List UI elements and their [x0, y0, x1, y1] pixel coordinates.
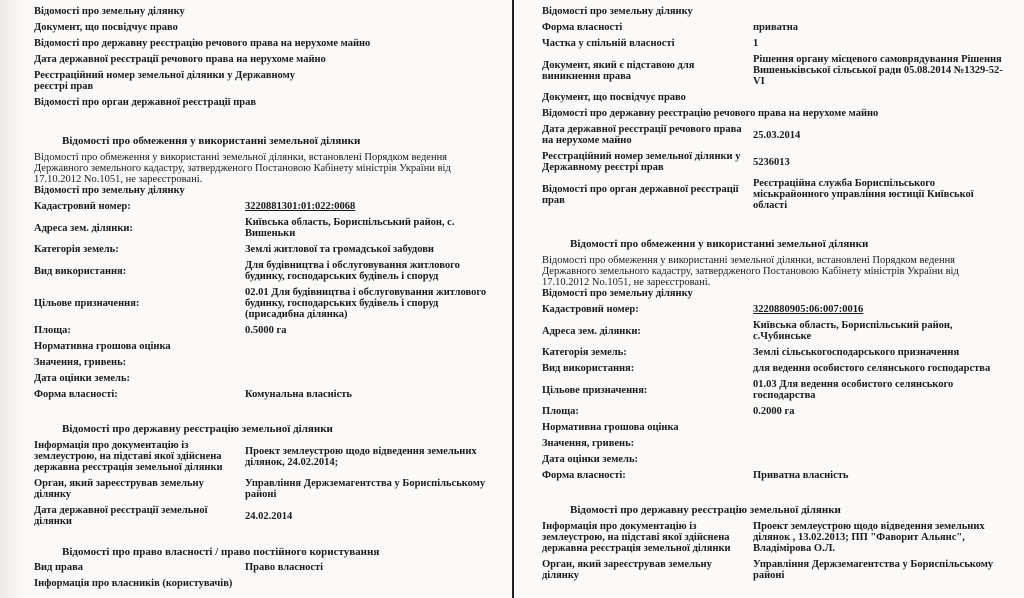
- field-label: Категорія земель:: [34, 244, 119, 255]
- parcel-subheader: Відомості про земельну ділянку: [34, 185, 185, 196]
- row-owners-info: [34, 578, 498, 589]
- field-label: Відомості про земельну ділянку: [34, 6, 185, 17]
- field-label: Відомості про державну реєстрацію речового права на нерухоме майно: [542, 108, 879, 119]
- field-value: для ведення особистого селянського господарства: [753, 363, 991, 374]
- row-designated-purpose: [542, 379, 1008, 401]
- field-label: Форма власності:: [34, 389, 118, 400]
- row-normative-valuation: [542, 422, 1008, 433]
- field-value: Комунальна власність: [245, 389, 352, 400]
- right-page: [512, 0, 1024, 598]
- field-label: Інформація про власників (користувачів): [34, 578, 233, 589]
- field-label: Цільове призначення:: [34, 298, 140, 309]
- parcel-subheader: Відомості про земельну ділянку: [542, 6, 693, 17]
- field-label: Адреса зем. ділянки:: [542, 325, 641, 337]
- section-header-ownership-right: Відомості про право власності / право постійного користування: [62, 546, 380, 558]
- field-value: приватна: [753, 22, 799, 33]
- field-value: 0.5000 га: [245, 325, 287, 336]
- field-label: Значення, гривень:: [542, 438, 635, 449]
- field-value: Землі житлової та громадської забудови: [245, 244, 434, 255]
- cadastral-number-value: 3220881301:01:022:0068: [245, 201, 356, 212]
- field-label: Вид використання:: [542, 363, 635, 374]
- field-label: Дата оцінки земель:: [542, 454, 638, 465]
- cadastral-number-value: 3220880905:06:007:0016: [753, 304, 864, 315]
- field-value: Управління Держземагентства у Бориспільському районі: [753, 559, 994, 581]
- row-parcel-address: [542, 320, 1008, 342]
- field-value: Проект землеустрою щодо відведення земельних ділянок , 13.02.2013; ПП "Фаворит Альянс", Владімірова О.Л.: [753, 521, 985, 554]
- field-label: Інформація про документацію із землеустрою, на підставі якої здійснена державна реєстрація земельної ділянки: [542, 521, 731, 554]
- field-label: Нормативна грошова оцінка: [34, 341, 171, 352]
- row-designated-purpose: [34, 287, 498, 320]
- field-label: Частка у спільній власності: [542, 38, 675, 49]
- row-documentation-info: [34, 440, 498, 473]
- field-value: Київська область, Бориспільський район, с. Вишеньки: [245, 217, 455, 239]
- field-label: Площа:: [34, 325, 71, 336]
- row-valuation-date: [34, 373, 498, 384]
- field-label: Відомості про орган державної реєстрації прав: [542, 183, 739, 206]
- row-state-register-number: [542, 151, 1008, 173]
- row-area: [34, 325, 498, 336]
- row-ownership-form: [542, 470, 1008, 481]
- row-registering-authority: [542, 559, 1008, 581]
- row-parcel-address: [34, 217, 498, 239]
- field-label: Інформація про документацію із землеустрою, на підставі якої здійснена державна реєстрація земельної ділянки: [34, 440, 223, 473]
- field-value: 24.02.2014: [245, 510, 293, 522]
- field-label: Значення, гривень:: [34, 357, 127, 368]
- row-cadastral-number: [542, 304, 1008, 315]
- row-documentation-info: [542, 521, 1008, 554]
- field-value: Управління Держземагентства у Бориспільському районі: [245, 478, 486, 500]
- row-right-type: [34, 562, 498, 573]
- row-right-basis-document: [542, 54, 1008, 87]
- field-label: Кадастровий номер:: [34, 201, 131, 212]
- row-registration-date: [34, 505, 498, 527]
- field-label: Документ, що посвідчує право: [542, 92, 686, 103]
- field-value: Реєстраційна служба Бориспільського міськрайонного управління юстиції Київської області: [753, 178, 974, 211]
- row-common-ownership-share: [542, 38, 1008, 49]
- restrictions-paragraph: Відомості про обмеження у використанні земельної ділянки, встановлені Порядком ведення Державного земельного кадастру, затвердженого Постановою Кабінету міністрів України від 17.10.2012 No.1051, не зареєстровані.: [34, 152, 451, 185]
- row-area: [542, 406, 1008, 417]
- field-label: Нормативна грошова оцінка: [542, 422, 679, 433]
- field-label: Кадастровий номер:: [542, 304, 639, 315]
- row-valuation-amount: [34, 357, 498, 368]
- field-label: Орган, який зареєстрував земельну ділянку: [542, 559, 712, 581]
- field-label: Реєстраційний номер земельної ділянки у Державному реєстрі прав: [34, 70, 295, 92]
- field-label: Форма власності: [542, 22, 623, 33]
- field-label: Дата оцінки земель:: [34, 373, 130, 384]
- row-normative-valuation: [34, 341, 498, 352]
- section-header-state-registration: Відомості про державну реєстрацію земельної ділянки: [62, 423, 333, 435]
- restrictions-paragraph: Відомості про обмеження у використанні земельної ділянки, встановлені Порядком ведення Державного земельного кадастру, затвердженого Постановою Кабінету міністрів України від 17.10.2012 No.1051, не зареєстровані.: [542, 255, 959, 288]
- field-label: Форма власності:: [542, 470, 626, 481]
- field-label: Відомості про державну реєстрацію речового права на нерухоме майно: [34, 38, 371, 49]
- row-use-type: [34, 260, 498, 282]
- field-label: Дата державної реєстрації земельної ділянки: [34, 505, 208, 527]
- row-use-type: [542, 363, 1008, 374]
- row-land-category: [34, 244, 498, 255]
- parcel-subheader: Відомості про земельну ділянку: [542, 288, 693, 299]
- field-label: Вид права: [34, 562, 84, 573]
- field-value: 5236013: [753, 156, 790, 168]
- field-label: Документ, який є підставою для виникнення права: [542, 59, 695, 82]
- field-label: Адреса зем. ділянки:: [34, 222, 133, 234]
- field-label: Дата державної реєстрації речового права на нерухоме майно: [542, 124, 742, 146]
- field-value: Рішення органу місцевого самоврядування Рішення Вишеньківської сільської ради 05.08.2014 №1329-52-VI: [753, 54, 1003, 87]
- field-label: Категорія земель:: [542, 347, 627, 358]
- field-value: Приватна власність: [753, 470, 849, 481]
- field-value: Для будівництва і обслуговування житлового будинку, господарських будівель і споруд: [245, 260, 460, 282]
- field-label: Вид використання:: [34, 265, 127, 277]
- field-label: Орган, який зареєстрував земельну ділянку: [34, 478, 204, 500]
- row-cadastral-number: [34, 201, 498, 212]
- field-value: 25.03.2014: [753, 129, 801, 141]
- field-label: Цільове призначення:: [542, 384, 648, 396]
- row-valuation-date: [542, 454, 1008, 465]
- field-value: 0.2000 га: [753, 406, 795, 417]
- field-value: Право власності: [245, 562, 324, 573]
- field-label: Площа:: [542, 406, 579, 417]
- field-label: Відомості про орган державної реєстрації прав: [34, 97, 257, 108]
- row-registering-authority: [34, 478, 498, 500]
- field-label: Реєстраційний номер земельної ділянки у Державному реєстрі прав: [542, 151, 741, 173]
- field-label: Документ, що посвідчує право: [34, 22, 178, 33]
- row-land-category: [542, 347, 1008, 358]
- section-header-restrictions: Відомості про обмеження у використанні земельної ділянки: [62, 135, 361, 147]
- row-ownership-form-top: [542, 22, 1008, 33]
- field-value: Проект землеустрою щодо відведення земельних ділянок, 24.02.2014;: [245, 445, 477, 468]
- section-header-state-registration: Відомості про державну реєстрацію земельної ділянки: [570, 504, 841, 516]
- field-value: 1: [753, 38, 759, 49]
- section-header-restrictions: Відомості про обмеження у використанні земельної ділянки: [570, 238, 869, 250]
- field-value: 02.01 Для будівництва і обслуговування житлового будинку, господарських будівель і споруд (присадибна ділянка): [245, 287, 487, 320]
- field-label: Дата державної реєстрації речового права на нерухоме майно: [34, 54, 326, 65]
- row-registration-authority-info: [542, 178, 1008, 211]
- row-valuation-amount: [542, 438, 1008, 449]
- field-value: Київська область, Бориспільський район, с.Чубинське: [753, 320, 953, 342]
- row-ownership-form: [34, 389, 498, 400]
- field-value: Землі сільськогосподарського призначення: [753, 347, 960, 358]
- row-property-right-registration-date: [542, 124, 1008, 146]
- field-value: 01.03 Для ведення особистого селянського господарства: [753, 379, 954, 401]
